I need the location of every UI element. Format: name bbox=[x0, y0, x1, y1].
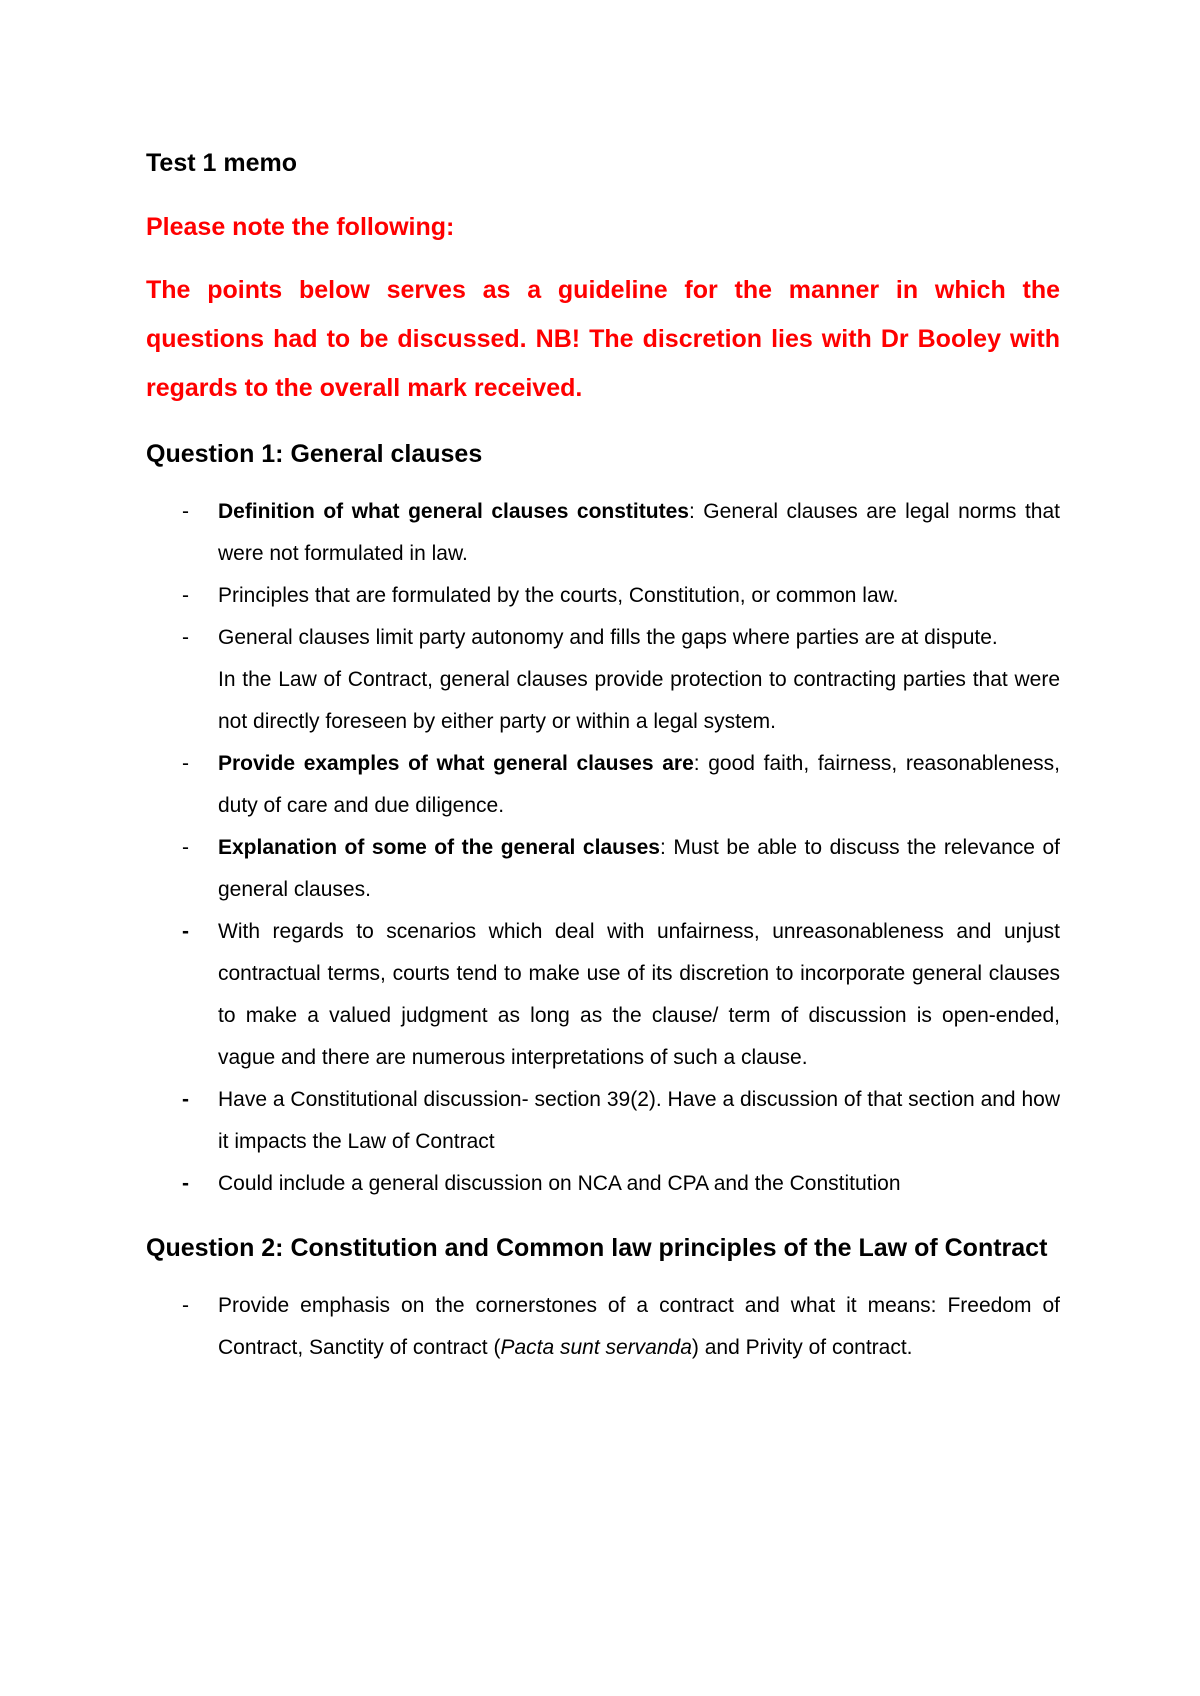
list-item bbox=[146, 491, 1060, 575]
list-item bbox=[146, 743, 1060, 827]
dash-bullet: - bbox=[182, 1294, 189, 1317]
dash-bullet: - bbox=[182, 626, 189, 649]
list-item bbox=[146, 911, 1060, 1079]
item-text: Could include a general discussion on NCA and CPA and the Constitution bbox=[218, 1172, 901, 1195]
list-item bbox=[146, 575, 1060, 617]
item-text: : General clauses are legal norms that were not formulated in law. bbox=[218, 500, 1060, 565]
item-text: Have a Constitutional discussion- section 39(2). Have a discussion of that section and how it impacts the Law of Contract bbox=[218, 1088, 1060, 1153]
item-text: With regards to scenarios which deal with unfairness, unreasonableness and unjust contractual terms, courts tend to make use of its discretion to incorporate general clauses to make a valued judgment as long as the clause/ term of discussion is open-ended, vague and there are numerous interpretations of such a clause. bbox=[218, 920, 1060, 1069]
question-1-list bbox=[146, 491, 1060, 659]
item-text-after: ) and Privity of contract. bbox=[691, 1336, 913, 1359]
list-item bbox=[146, 1285, 1060, 1369]
item-lead: Provide examples of what general clauses are bbox=[218, 752, 694, 775]
dash-bullet: - bbox=[182, 1172, 189, 1195]
question-2-list bbox=[146, 1285, 1060, 1369]
list-item bbox=[146, 827, 1060, 911]
document-page bbox=[146, 138, 1060, 1369]
list-item bbox=[146, 1163, 1060, 1205]
dash-bullet: - bbox=[182, 1088, 189, 1111]
dash-bullet: - bbox=[182, 500, 189, 523]
item-text: General clauses limit party autonomy and fills the gaps where parties are at dispute. bbox=[218, 626, 998, 649]
dash-bullet: - bbox=[182, 584, 189, 607]
item-lead: Definition of what general clauses constitutes bbox=[218, 500, 689, 523]
question-2-heading: Question 2: Constitution and Common law principles of the Law of Contract bbox=[146, 1234, 1048, 1262]
item-text-italic: Pacta sunt servanda bbox=[500, 1336, 692, 1359]
note-heading: Please note the following: bbox=[146, 213, 455, 241]
dash-bullet: - bbox=[182, 836, 189, 859]
item-text: : good faith, fairness, reasonableness, duty of care and due diligence. bbox=[218, 752, 1060, 817]
question-1-list-continued bbox=[146, 743, 1060, 1205]
item-text-before: Provide emphasis on the cornerstones of a contract and what it means: Freedom of Contract, Sanctity of contract ( bbox=[218, 1294, 1060, 1359]
dash-bullet: - bbox=[182, 920, 189, 943]
list-item bbox=[146, 1079, 1060, 1163]
item-lead: Explanation of some of the general clauses bbox=[218, 836, 660, 859]
note-body: The points below serves as a guideline for the manner in which the questions had to be discussed. NB! The discretion lies with Dr Booley with regards to the overall mark received. bbox=[146, 276, 1060, 402]
dash-bullet: - bbox=[182, 752, 189, 775]
continuation-paragraph: In the Law of Contract, general clauses provide protection to contracting parties that were not directly foreseen by either party or within a legal system. bbox=[218, 668, 1060, 733]
question-1-heading: Question 1: General clauses bbox=[146, 440, 483, 468]
item-text: Principles that are formulated by the courts, Constitution, or common law. bbox=[218, 584, 899, 607]
list-item bbox=[146, 617, 1060, 659]
document-title: Test 1 memo bbox=[146, 149, 297, 177]
item-text: : Must be able to discuss the relevance of general clauses. bbox=[218, 836, 1060, 901]
